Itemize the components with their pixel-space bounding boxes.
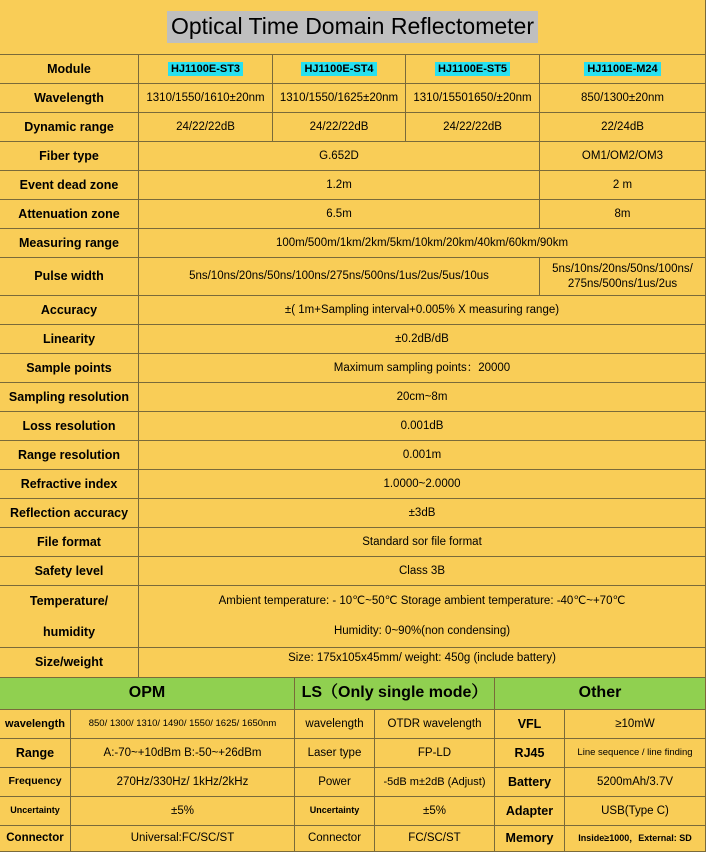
wavelength-st4: 1310/1550/1625±20nm <box>273 84 406 113</box>
ls-value-laser-type: FP-LD <box>375 739 495 768</box>
other-label-battery: Battery <box>495 768 565 797</box>
label-safety-level: Safety level <box>0 557 139 586</box>
ls-value-power: -5dB m±2dB (Adjust) <box>375 768 495 797</box>
attenuation-zone-singlemode: 6.5m <box>139 200 540 229</box>
model-cell-3 <box>406 55 540 84</box>
label-dynamic-range: Dynamic range <box>0 113 139 142</box>
opm-value-frequency: 270Hz/330Hz/ 1kHz/2kHz <box>71 768 295 797</box>
dynamic-range-st4: 24/22/22dB <box>273 113 406 142</box>
label-fiber-type: Fiber type <box>0 142 139 171</box>
ls-label-uncertainty: Uncertainty <box>295 797 375 826</box>
section-ls: LS（Only single mode） <box>295 678 495 710</box>
pulse-width-multimode-line-1: 5ns/10ns/20ns/50ns/100ns/ <box>552 262 693 275</box>
other-value-memory: Inside≥1000，External: SD <box>565 826 706 852</box>
opm-value-wavelength: 850/ 1300/ 1310/ 1490/ 1550/ 1625/ 1650nm <box>71 710 295 739</box>
event-dead-zone-singlemode: 1.2m <box>139 171 540 200</box>
label-loss-resolution: Loss resolution <box>0 412 139 441</box>
other-label-rj45: RJ45 <box>495 739 565 768</box>
label-sample-points: Sample points <box>0 354 139 383</box>
model-name-4: HJ1100E-M24 <box>584 62 660 76</box>
opm-label-wavelength: wavelength <box>0 710 71 739</box>
refractive-index-value: 1.0000~2.0000 <box>139 470 706 499</box>
reflection-accuracy-value: ±3dB <box>139 499 706 528</box>
label-temperature: Temperature/ <box>29 594 109 609</box>
opm-label-frequency: Frequency <box>0 768 71 797</box>
label-temperature-humidity <box>0 586 139 648</box>
title-cell <box>0 0 706 55</box>
opm-value-uncertainty: ±5% <box>71 797 295 826</box>
model-cell-4 <box>540 55 706 84</box>
size-weight-value: Size: 175x105x45mm/ weight: 450g (include battery) <box>139 648 706 678</box>
humidity-value: Humidity: 0~90%(non condensing) <box>333 625 511 638</box>
label-pulse-width: Pulse width <box>0 258 139 296</box>
attenuation-zone-multimode: 8m <box>540 200 706 229</box>
loss-resolution-value: 0.001dB <box>139 412 706 441</box>
dynamic-range-st3: 24/22/22dB <box>139 113 273 142</box>
model-name-3: HJ1100E-ST5 <box>435 62 510 76</box>
ls-label-power: Power <box>295 768 375 797</box>
label-range-resolution: Range resolution <box>0 441 139 470</box>
safety-level-value: Class 3B <box>139 557 706 586</box>
label-attenuation-zone: Attenuation zone <box>0 200 139 229</box>
file-format-value: Standard sor file format <box>139 528 706 557</box>
accuracy-value: ±( 1m+Sampling interval+0.005% X measuring range) <box>139 296 706 325</box>
section-opm: OPM <box>0 678 295 710</box>
dynamic-range-m24: 22/24dB <box>540 113 706 142</box>
label-wavelength: Wavelength <box>0 84 139 113</box>
opm-label-uncertainty: Uncertainty <box>0 797 71 826</box>
fiber-type-multimode: OM1/OM2/OM3 <box>540 142 706 171</box>
model-name-1: HJ1100E-ST3 <box>168 62 243 76</box>
model-cell-2 <box>273 55 406 84</box>
measuring-range-value: 100m/500m/1km/2km/5km/10km/20km/40km/60km/90km <box>139 229 706 258</box>
ls-value-uncertainty: ±5% <box>375 797 495 826</box>
other-label-memory: Memory <box>495 826 565 852</box>
model-name-2: HJ1100E-ST4 <box>301 62 376 76</box>
event-dead-zone-multimode: 2 m <box>540 171 706 200</box>
fiber-type-singlemode: G.652D <box>139 142 540 171</box>
label-file-format: File format <box>0 528 139 557</box>
temperature-humidity-value <box>139 586 706 648</box>
section-other: Other <box>495 678 706 710</box>
other-label-adapter: Adapter <box>495 797 565 826</box>
opm-value-connector: Universal:FC/SC/ST <box>71 826 295 852</box>
label-humidity: humidity <box>42 624 96 639</box>
label-module: Module <box>0 55 139 84</box>
ls-value-connector: FC/SC/ST <box>375 826 495 852</box>
ls-label-connector: Connector <box>295 826 375 852</box>
ls-label-wavelength: wavelength <box>295 710 375 739</box>
temperature-value: Ambient temperature: - 10℃~50℃ Storage ambient temperature: -40℃~+70℃ <box>218 594 626 607</box>
label-size-weight: Size/weight <box>0 648 139 678</box>
other-label-vfl: VFL <box>495 710 565 739</box>
pulse-width-singlemode: 5ns/10ns/20ns/50ns/100ns/275ns/500ns/1us/2us/5us/10us <box>139 258 540 296</box>
label-linearity: Linearity <box>0 325 139 354</box>
page-title: Optical Time Domain Reflectometer <box>167 11 538 43</box>
label-reflection-accuracy: Reflection accuracy <box>0 499 139 528</box>
opm-label-connector: Connector <box>0 826 71 852</box>
pulse-width-multimode <box>540 258 706 296</box>
wavelength-m24: 850/1300±20nm <box>540 84 706 113</box>
model-cell-1 <box>139 55 273 84</box>
ls-value-wavelength: OTDR wavelength <box>375 710 495 739</box>
wavelength-st5: 1310/15501650/±20nm <box>406 84 540 113</box>
label-sampling-resolution: Sampling resolution <box>0 383 139 412</box>
wavelength-st3: 1310/1550/1610±20nm <box>139 84 273 113</box>
sample-points-value: Maximum sampling points：20000 <box>139 354 706 383</box>
other-value-rj45: Line sequence / line finding <box>565 739 706 768</box>
label-measuring-range: Measuring range <box>0 229 139 258</box>
other-value-adapter: USB(Type C) <box>565 797 706 826</box>
linearity-value: ±0.2dB/dB <box>139 325 706 354</box>
pulse-width-multimode-line-2: 275ns/500ns/1us/2us <box>567 277 678 290</box>
label-refractive-index: Refractive index <box>0 470 139 499</box>
opm-value-range: A:-70~+10dBm B:-50~+26dBm <box>71 739 295 768</box>
label-accuracy: Accuracy <box>0 296 139 325</box>
other-value-vfl: ≥10mW <box>565 710 706 739</box>
ls-label-laser-type: Laser type <box>295 739 375 768</box>
sampling-resolution-value: 20cm~8m <box>139 383 706 412</box>
opm-label-range: Range <box>0 739 71 768</box>
dynamic-range-st5: 24/22/22dB <box>406 113 540 142</box>
other-value-battery: 5200mAh/3.7V <box>565 768 706 797</box>
label-event-dead-zone: Event dead zone <box>0 171 139 200</box>
range-resolution-value: 0.001m <box>139 441 706 470</box>
